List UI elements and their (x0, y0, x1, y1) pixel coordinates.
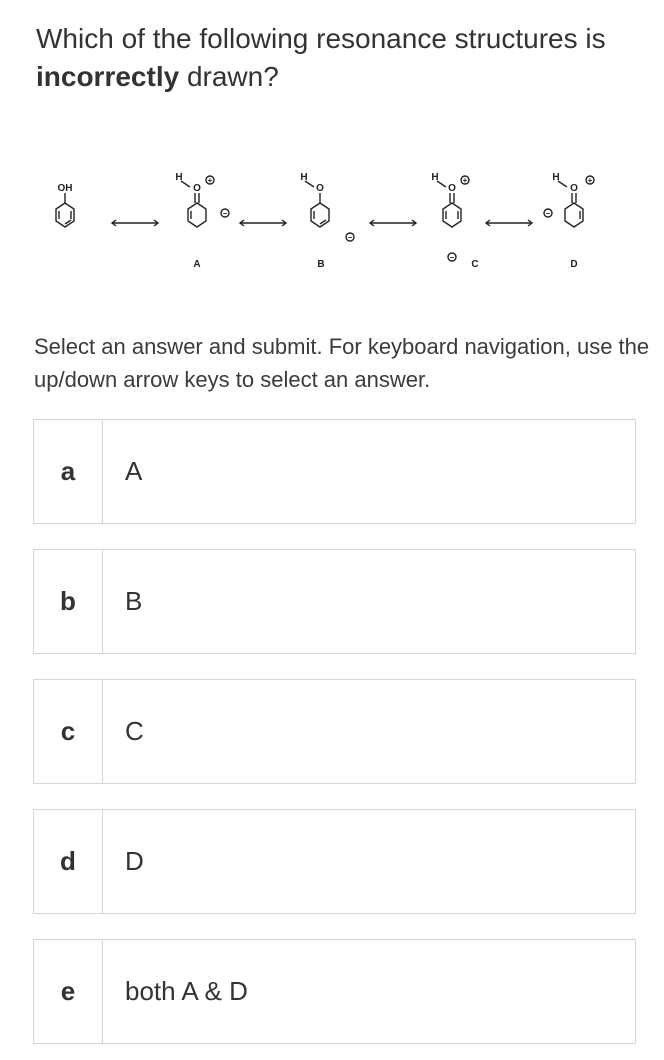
structure-c-label: C (471, 259, 479, 270)
resonance-structures-figure (40, 165, 620, 275)
structure-d (544, 176, 594, 227)
option-text: both A & D (125, 976, 248, 1006)
structure-a-minus-charge: − (222, 209, 228, 218)
structure-c-o-label: O (448, 183, 456, 194)
resonance-arrow-1 (112, 220, 158, 226)
structure-d-minus-charge: − (545, 209, 551, 218)
question-emphasis: incorrectly (36, 61, 180, 92)
structure-d-o-label: O (570, 183, 578, 194)
option-text: D (125, 846, 144, 876)
phenol-structure (56, 193, 74, 227)
structure-a-h-label: H (175, 172, 183, 183)
option-letter: d (34, 810, 103, 913)
answer-option-e[interactable] (33, 939, 636, 1044)
instructions-text: Select an answer and submit. For keyboard navigation, use the up/down arrow keys to select an answer. (34, 334, 650, 392)
question-text (36, 20, 646, 96)
question-text-start: Which of the following resonance structures is (36, 23, 606, 54)
answer-option-a[interactable] (33, 419, 636, 524)
resonance-arrow-4 (486, 220, 532, 226)
structure-b-o-label: O (316, 183, 324, 194)
structure-b (305, 181, 354, 241)
structure-a-o-label: O (193, 183, 201, 194)
structure-a-label: A (193, 259, 201, 270)
structure-d-h-label: H (552, 172, 560, 183)
option-text: C (125, 716, 144, 746)
structure-a (181, 176, 229, 227)
oh-label: OH (57, 183, 73, 194)
structure-c-h-label: H (431, 172, 439, 183)
answer-option-d[interactable] (33, 809, 636, 914)
structure-b-minus-charge: − (347, 233, 353, 242)
question-text-end: drawn? (179, 61, 279, 92)
option-text: A (125, 456, 143, 486)
option-letter: c (34, 680, 103, 783)
structure-d-label: D (570, 259, 578, 270)
structure-c-minus-charge: − (449, 253, 455, 262)
structure-b-h-label: H (300, 172, 308, 183)
resonance-arrow-2 (240, 220, 286, 226)
answer-option-c[interactable] (33, 679, 636, 784)
structure-a-plus-charge: + (207, 176, 213, 185)
option-text: B (125, 586, 143, 616)
option-letter: e (34, 940, 103, 1043)
answer-option-b[interactable] (33, 549, 636, 654)
resonance-arrow-3 (370, 220, 416, 226)
structure-b-label: B (317, 259, 325, 270)
option-letter: a (34, 420, 103, 523)
structure-d-plus-charge: + (587, 176, 593, 185)
structure-c-plus-charge: + (462, 176, 468, 185)
option-letter: b (34, 550, 103, 653)
